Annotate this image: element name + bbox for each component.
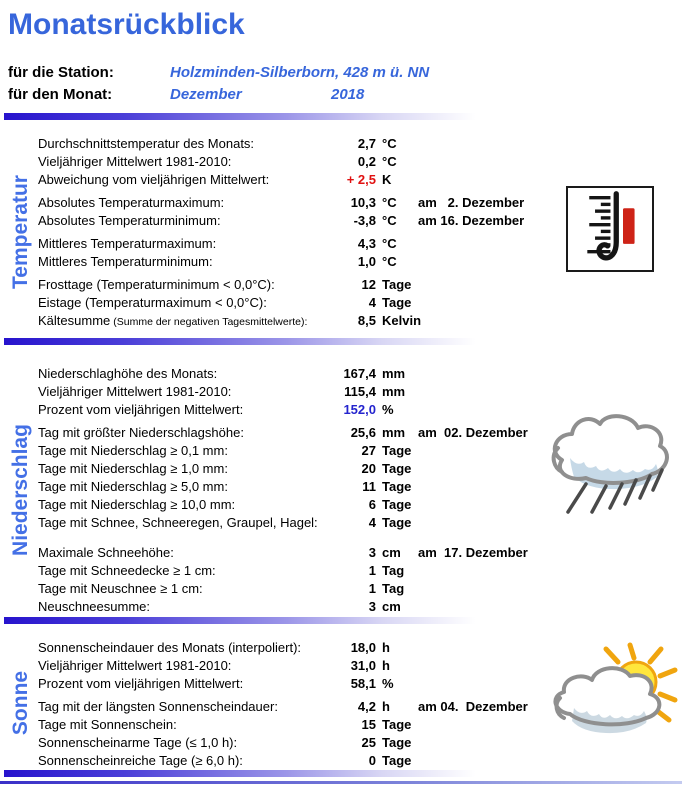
row-label-text: Prozent vom vieljährigen Mittelwert: xyxy=(38,402,244,417)
row-label xyxy=(38,194,322,212)
row-value: + 2,5 xyxy=(346,172,376,187)
section-divider-bar xyxy=(4,113,678,120)
row-date: am 2. Dezember xyxy=(418,195,525,210)
precipitation-stats xyxy=(38,365,540,616)
row-value: 4 xyxy=(368,295,376,310)
row-label-text: Kältesumme xyxy=(38,313,111,328)
row-unit: Kelvin xyxy=(382,313,422,328)
row-value: 0 xyxy=(368,753,376,768)
row-unit: Tag xyxy=(382,563,405,578)
row-unit: cm xyxy=(382,599,401,614)
row-label xyxy=(38,716,322,734)
row-label xyxy=(38,657,322,675)
section-divider-bar xyxy=(4,617,678,624)
row-label xyxy=(38,698,322,716)
row-unit: h xyxy=(382,699,390,714)
row-date: am 02. Dezember xyxy=(418,425,528,440)
stat-row xyxy=(38,212,540,230)
row-label xyxy=(38,460,322,478)
row-unit: °C xyxy=(382,154,397,169)
row-label-text: Tage mit Niederschlag ≥ 1,0 mm: xyxy=(38,461,228,476)
row-date xyxy=(416,442,540,460)
stat-row xyxy=(38,442,540,460)
stat-row xyxy=(38,253,540,271)
row-unit: % xyxy=(382,676,394,691)
row-value: 0,2 xyxy=(357,154,376,169)
row-label-text: Tage mit Sonnenschein: xyxy=(38,717,177,732)
row-value: 12 xyxy=(361,277,376,292)
station-label: für die Station: xyxy=(8,64,114,81)
section-label-temperatur: Temperatur xyxy=(9,175,32,289)
row-date xyxy=(416,294,540,312)
row-unit: Tage xyxy=(382,753,412,768)
stat-row xyxy=(38,235,540,253)
row-label-text: Vieljähriger Mittelwert 1981-2010: xyxy=(38,658,232,673)
row-label xyxy=(38,135,322,153)
row-unit: Tage xyxy=(382,497,412,512)
row-label-text: Vieljähriger Mittelwert 1981-2010: xyxy=(38,154,232,169)
sun-stats xyxy=(38,639,540,770)
row-unit: Tag xyxy=(382,581,405,596)
stat-row xyxy=(38,675,540,693)
stat-row xyxy=(38,657,540,675)
row-unit: °C xyxy=(382,254,397,269)
row-label xyxy=(38,478,322,496)
row-label-text: Absolutes Temperaturminimum: xyxy=(38,213,221,228)
row-date xyxy=(416,153,540,171)
section-label-niederschlag: Niederschlag xyxy=(9,424,32,556)
row-label xyxy=(38,675,322,693)
row-date xyxy=(416,171,540,189)
section-divider-bar xyxy=(4,338,678,345)
row-unit: Tage xyxy=(382,443,412,458)
row-date xyxy=(416,235,540,253)
row-label xyxy=(38,153,322,171)
row-unit: h xyxy=(382,640,390,655)
row-date xyxy=(416,460,540,478)
row-label xyxy=(38,312,322,331)
row-unit: °C xyxy=(382,236,397,251)
row-unit: K xyxy=(382,172,392,187)
stat-row xyxy=(38,383,540,401)
row-unit: Tage xyxy=(382,295,412,310)
stat-row xyxy=(38,580,540,598)
row-date xyxy=(416,365,540,383)
row-date xyxy=(416,312,540,331)
row-label xyxy=(38,171,322,189)
row-date xyxy=(416,598,540,616)
row-value: 25,6 xyxy=(350,425,376,440)
row-value: 4 xyxy=(368,515,376,530)
row-label xyxy=(38,276,322,294)
row-label-text: Tage mit Schnee, Schneeregen, Graupel, Hagel: xyxy=(38,515,318,530)
row-value: 2,7 xyxy=(357,136,376,151)
rain-cloud-icon xyxy=(540,400,680,527)
row-label-text: Eistage (Temperaturmaximum < 0,0°C): xyxy=(38,295,267,310)
row-value: -3,8 xyxy=(353,213,376,228)
row-value: 4,3 xyxy=(357,236,376,251)
row-date xyxy=(416,562,540,580)
row-value: 152,0 xyxy=(343,402,376,417)
row-label xyxy=(38,734,322,752)
stat-row xyxy=(38,171,540,189)
row-label xyxy=(38,294,322,312)
row-label-text: Neuschneesumme: xyxy=(38,599,150,614)
stat-row xyxy=(38,194,540,212)
stat-row xyxy=(38,424,540,442)
stat-row xyxy=(38,496,540,514)
stat-row xyxy=(38,365,540,383)
row-label xyxy=(38,235,322,253)
stat-row xyxy=(38,562,540,580)
stat-row xyxy=(38,153,540,171)
row-date: am 17. Dezember xyxy=(418,545,528,560)
row-value: 3 xyxy=(368,599,376,614)
row-label-text: Absolutes Temperaturmaximum: xyxy=(38,195,225,210)
stat-row xyxy=(38,312,540,330)
row-date xyxy=(416,734,540,752)
row-label xyxy=(38,544,322,562)
row-label xyxy=(38,424,322,442)
row-label-text: Tag mit größter Niederschlagshöhe: xyxy=(38,425,244,440)
row-label xyxy=(38,580,322,598)
row-unit: mm xyxy=(382,425,406,440)
row-label xyxy=(38,401,322,419)
row-unit: °C xyxy=(382,213,397,228)
row-label-text: Sonnenscheinreiche Tage (≥ 6,0 h): xyxy=(38,753,243,768)
row-label xyxy=(38,598,322,616)
row-value: 115,4 xyxy=(344,384,376,399)
row-unit: h xyxy=(382,658,390,673)
stat-row xyxy=(38,478,540,496)
row-value: 1,0 xyxy=(357,254,376,269)
row-label xyxy=(38,253,322,271)
row-date xyxy=(416,135,540,153)
row-label-text: Frosttage (Temperaturminimum < 0,0°C): xyxy=(38,277,275,292)
row-date xyxy=(416,478,540,496)
row-label-text: Prozent vom vieljährigen Mittelwert: xyxy=(38,676,244,691)
row-date xyxy=(416,276,540,294)
row-value: 11 xyxy=(362,479,376,494)
row-label-text: Tage mit Neuschnee ≥ 1 cm: xyxy=(38,581,203,596)
row-label xyxy=(38,496,322,514)
thermometer-icon xyxy=(566,186,654,272)
bottom-rule xyxy=(0,781,682,784)
row-label-text: Sonnenscheindauer des Monats (interpoliert): xyxy=(38,640,302,655)
row-unit: Tage xyxy=(382,717,412,732)
row-unit: mm xyxy=(382,366,406,381)
stat-row xyxy=(38,276,540,294)
stat-row xyxy=(38,135,540,153)
row-label-text: Tage mit Niederschlag ≥ 0,1 mm: xyxy=(38,443,228,458)
row-unit: Tage xyxy=(382,461,412,476)
row-date: am 16. Dezember xyxy=(418,213,525,228)
row-unit: °C xyxy=(382,195,397,210)
row-date xyxy=(416,401,540,419)
stat-row xyxy=(38,514,540,532)
stat-row xyxy=(38,716,540,734)
stat-row xyxy=(38,294,540,312)
stat-row xyxy=(38,752,540,770)
section-label-sonne: Sonne xyxy=(9,670,32,736)
row-date xyxy=(416,496,540,514)
row-value: 3 xyxy=(368,545,376,560)
row-label-text: Niederschlaghöhe des Monats: xyxy=(38,366,218,381)
row-date xyxy=(416,514,540,532)
row-label-text: Tage mit Niederschlag ≥ 10,0 mm: xyxy=(38,497,236,512)
row-label-text: Tage mit Niederschlag ≥ 5,0 mm: xyxy=(38,479,228,494)
page-title: Monatsrückblick xyxy=(8,8,245,41)
row-value: 15 xyxy=(361,717,376,732)
row-value: 31,0 xyxy=(350,658,376,673)
stat-row xyxy=(38,544,540,562)
row-label-text: Tage mit Schneedecke ≥ 1 cm: xyxy=(38,563,216,578)
month-label: für den Monat: xyxy=(8,86,113,103)
row-date xyxy=(416,752,540,770)
row-label-text: Mittleres Temperaturminimum: xyxy=(38,254,213,269)
row-value: 1 xyxy=(368,563,376,578)
row-date xyxy=(416,253,540,271)
row-label xyxy=(38,365,322,383)
row-date: am 04. Dezember xyxy=(418,699,528,714)
row-value: 10,3 xyxy=(350,195,376,210)
row-unit: cm xyxy=(382,545,401,560)
stat-row xyxy=(38,639,540,657)
row-label-text: Vieljähriger Mittelwert 1981-2010: xyxy=(38,384,232,399)
stat-row xyxy=(38,401,540,419)
row-value: 167,4 xyxy=(343,366,376,381)
row-date xyxy=(416,383,540,401)
row-label xyxy=(38,383,322,401)
row-value: 25 xyxy=(361,735,376,750)
row-unit: °C xyxy=(382,136,397,151)
row-date xyxy=(416,675,540,693)
station-value: Holzminden-Silberborn, 428 m ü. NN xyxy=(170,64,430,81)
row-label-text: Maximale Schneehöhe: xyxy=(38,545,174,560)
row-date xyxy=(416,580,540,598)
stat-row xyxy=(38,734,540,752)
row-label xyxy=(38,442,322,460)
sun-cloud-icon xyxy=(540,640,680,769)
row-value: 18,0 xyxy=(350,640,376,655)
row-label-small-text: (Summe der negativen Tagesmittelwerte): xyxy=(113,316,308,328)
row-value: 58,1 xyxy=(350,676,376,691)
temperature-stats xyxy=(38,135,540,330)
row-date xyxy=(416,657,540,675)
row-label-text: Mittleres Temperaturmaximum: xyxy=(38,236,217,251)
row-unit: Tage xyxy=(382,735,412,750)
section-divider-bar xyxy=(4,770,678,777)
stat-row xyxy=(38,698,540,716)
row-date xyxy=(416,716,540,734)
row-value: 4,2 xyxy=(357,699,376,714)
stat-row xyxy=(38,460,540,478)
row-value: 20 xyxy=(361,461,376,476)
row-label-text: Durchschnittstemperatur des Monats: xyxy=(38,136,255,151)
stat-row xyxy=(38,598,540,616)
row-value: 1 xyxy=(368,581,376,596)
row-unit: mm xyxy=(382,384,406,399)
row-label-text: Sonnenscheinarme Tage (≤ 1,0 h): xyxy=(38,735,238,750)
row-value: 6 xyxy=(368,497,376,512)
year-value: 2018 xyxy=(331,86,365,103)
month-value: Dezember xyxy=(170,86,242,103)
row-unit: Tage xyxy=(382,515,412,530)
row-unit: Tage xyxy=(382,277,412,292)
row-value: 8,5 xyxy=(357,313,376,328)
row-label xyxy=(38,639,322,657)
row-date xyxy=(416,639,540,657)
row-label-text: Abweichung vom vieljährigen Mittelwert: xyxy=(38,172,270,187)
row-label-text: Tag mit der längsten Sonnenscheindauer: xyxy=(38,699,278,714)
row-label xyxy=(38,752,322,770)
row-label xyxy=(38,514,322,532)
row-value: 27 xyxy=(361,443,376,458)
row-unit: % xyxy=(382,402,394,417)
row-label xyxy=(38,562,322,580)
row-unit: Tage xyxy=(382,479,412,494)
row-label xyxy=(38,212,322,230)
